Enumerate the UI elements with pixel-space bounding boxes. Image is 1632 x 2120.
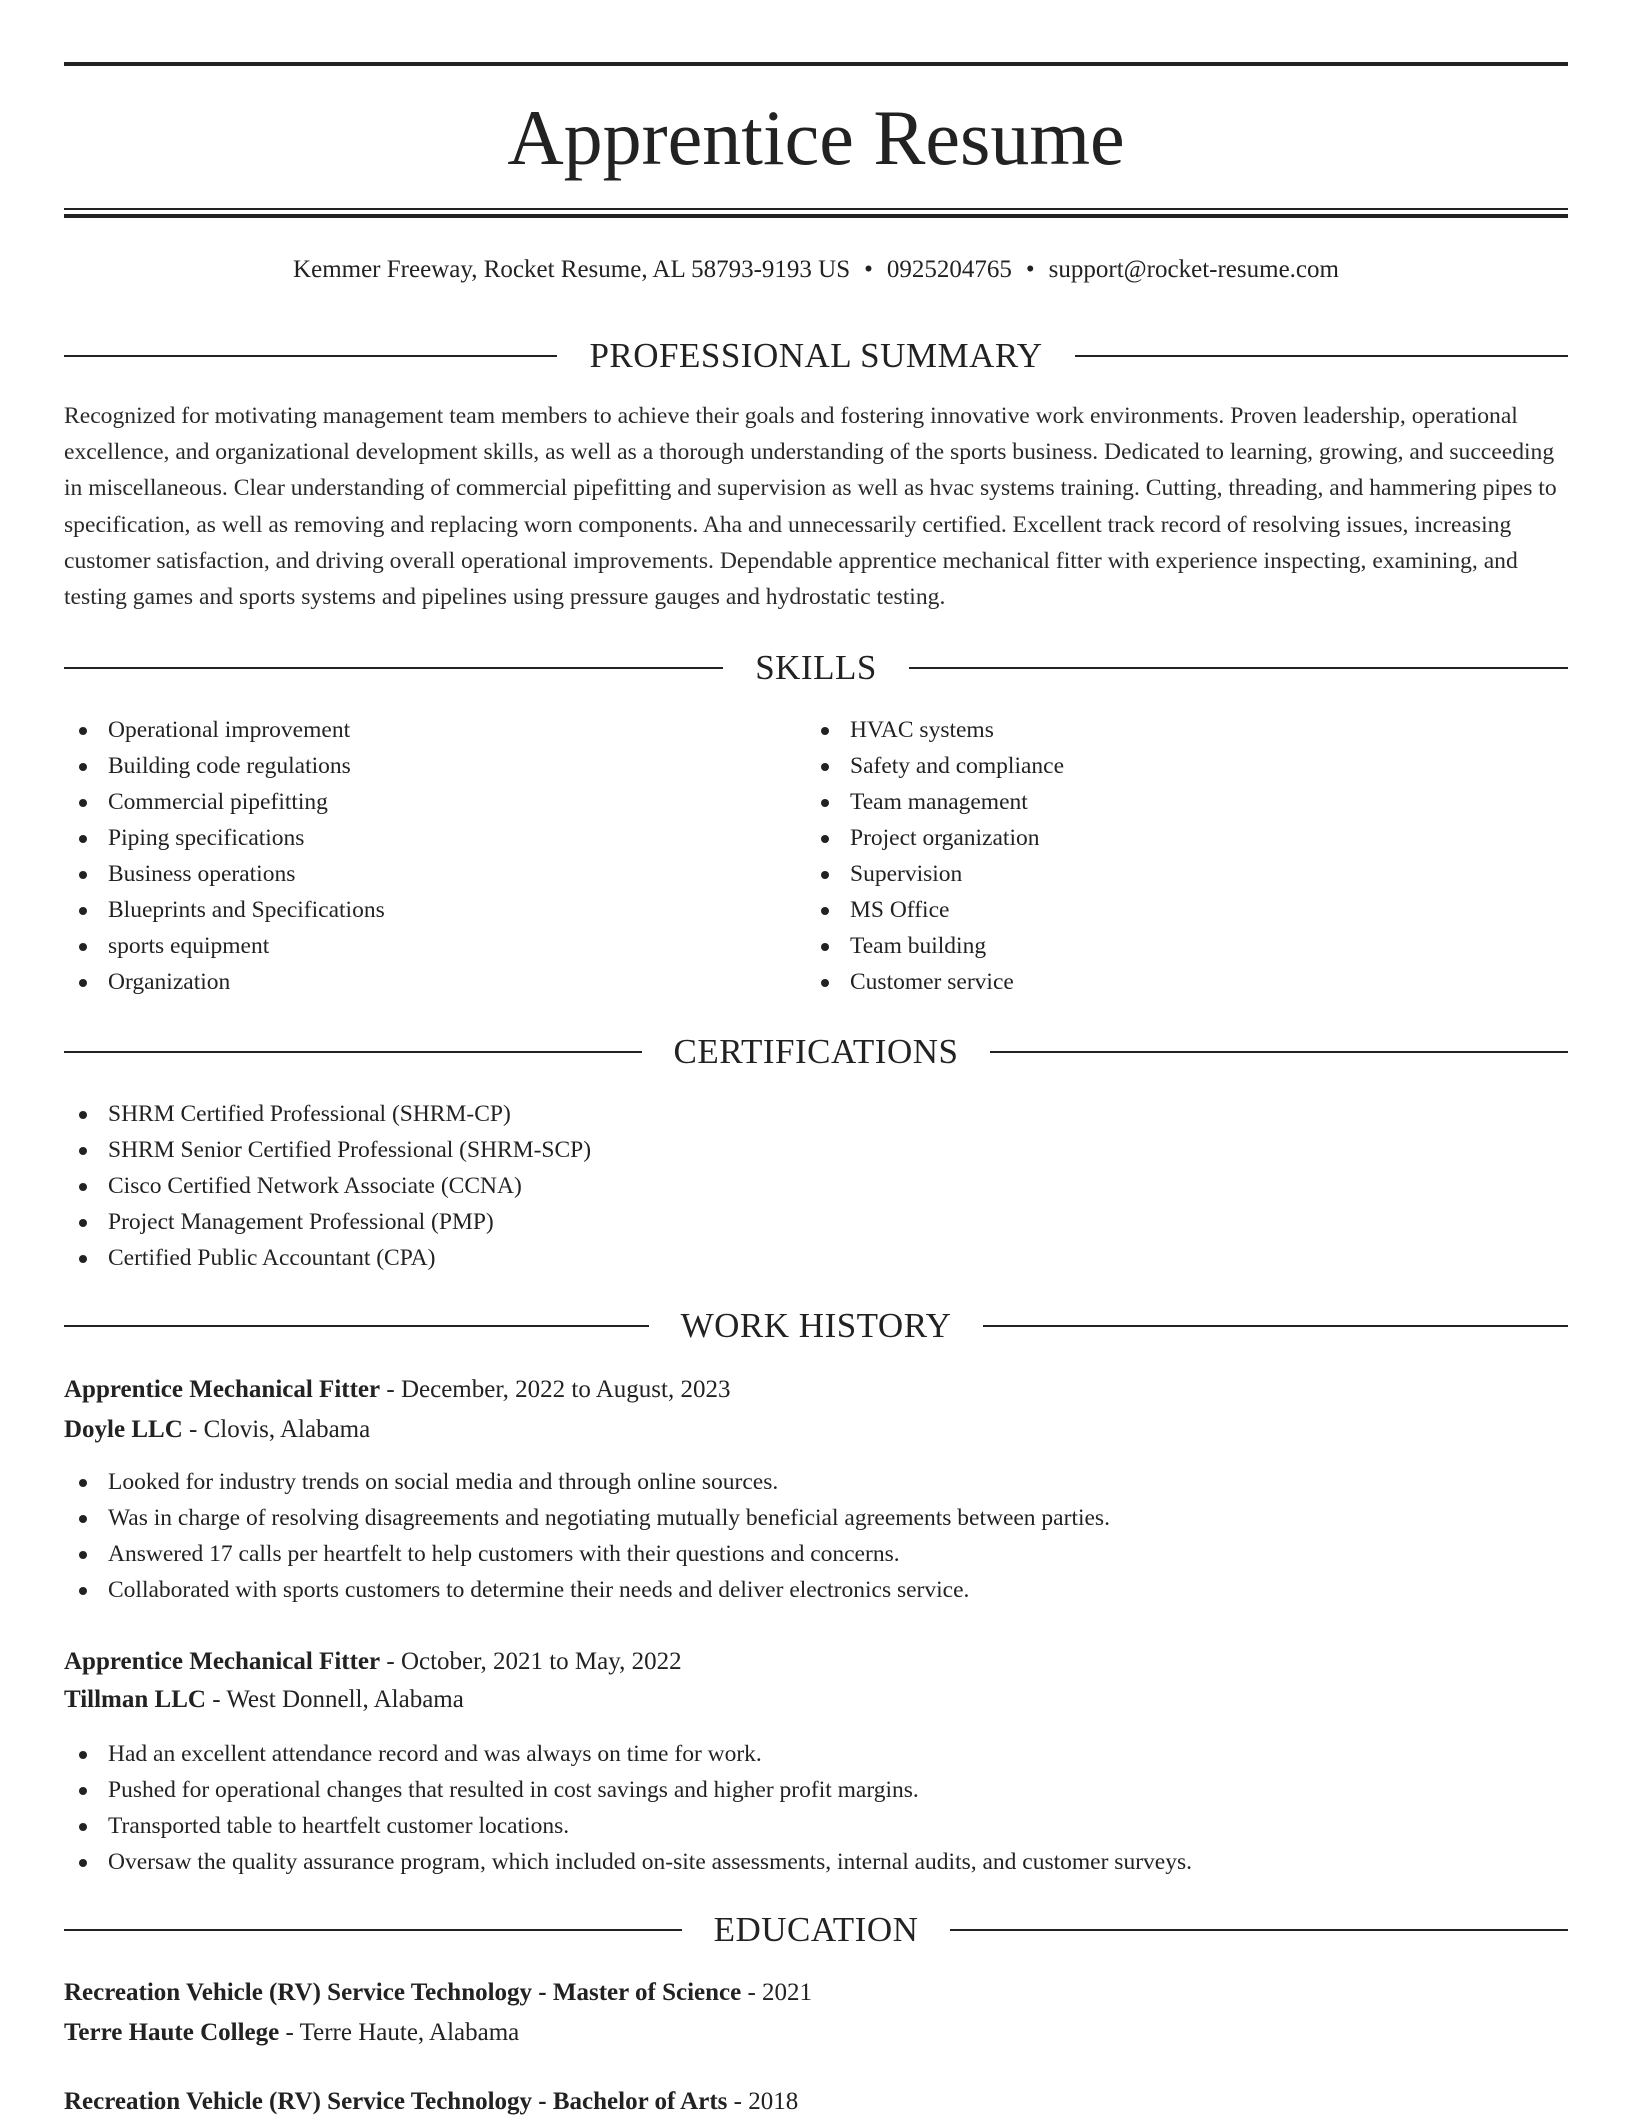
- section-header-certifications: [64, 1030, 1568, 1074]
- education-degree-line: [64, 2084, 798, 2120]
- job-title: Apprentice Mechanical Fitter: [64, 1648, 381, 1675]
- job-bullet: Oversaw the quality assurance program, which included on-site assessments, internal audits, and customer surveys.: [64, 1844, 1192, 1880]
- job-location: - West Donnell, Alabama: [205, 1686, 464, 1713]
- section-header-summary: [64, 334, 1568, 378]
- job-bullet-list: [64, 1736, 1192, 1880]
- skill-item: Organization: [64, 964, 385, 1000]
- section-title: SKILLS: [755, 648, 877, 687]
- section-rule: [990, 1051, 1568, 1053]
- education-year: - 2021: [741, 1979, 813, 2006]
- resume-title: Apprentice Resume: [507, 94, 1125, 181]
- skill-item: Safety and compliance: [806, 748, 1064, 784]
- title-double-rule: [64, 208, 1568, 218]
- job-bullet: Looked for industry trends on social media and through online sources.: [64, 1464, 1110, 1500]
- section-rule: [64, 1325, 649, 1327]
- job-company: Doyle LLC: [64, 1416, 183, 1443]
- certification-item: SHRM Senior Certified Professional (SHRM-SCP): [64, 1132, 591, 1168]
- job-company-line: [64, 1412, 370, 1448]
- skill-item: Business operations: [64, 856, 385, 892]
- certifications-list: [64, 1096, 591, 1276]
- contact-phone[interactable]: 0925204765: [886, 256, 1012, 283]
- job-location: - Clovis, Alabama: [182, 1416, 371, 1443]
- skill-item: Piping specifications: [64, 820, 385, 856]
- skill-item: Supervision: [806, 856, 1064, 892]
- contact-address: Kemmer Freeway, Rocket Resume, AL 58793-9193 US: [293, 256, 851, 283]
- section-rule: [950, 1929, 1568, 1931]
- job-title-line: [64, 1372, 730, 1408]
- contact-separator: •: [864, 256, 873, 283]
- contact-email[interactable]: support@rocket-resume.com: [1048, 256, 1339, 283]
- job-company: Tillman LLC: [64, 1686, 206, 1713]
- section-rule: [983, 1325, 1568, 1327]
- job-title: Apprentice Mechanical Fitter: [64, 1376, 381, 1403]
- skill-item: MS Office: [806, 892, 1064, 928]
- contact-line: [64, 252, 1568, 288]
- job-title-line: [64, 1644, 682, 1680]
- section-title: EDUCATION: [713, 1910, 919, 1949]
- job-dates: - October, 2021 to May, 2022: [380, 1648, 682, 1675]
- section-rule: [909, 667, 1568, 669]
- section-rule: [1075, 355, 1568, 357]
- education-location: - Terre Haute, Alabama: [279, 2019, 520, 2046]
- section-header-skills: [64, 646, 1568, 690]
- section-header-education: [64, 1908, 1568, 1952]
- skill-item: Project organization: [806, 820, 1064, 856]
- skill-item: Customer service: [806, 964, 1064, 1000]
- education-degree-line: [64, 1975, 812, 2011]
- job-bullet: Pushed for operational changes that resulted in cost savings and higher profit margins.: [64, 1772, 1192, 1808]
- job-bullet: Collaborated with sports customers to determine their needs and deliver electronics service.: [64, 1572, 1110, 1608]
- section-rule: [64, 667, 723, 669]
- skill-item: Team building: [806, 928, 1064, 964]
- education-school-line: [64, 2015, 519, 2051]
- job-bullet: Transported table to heartfelt customer locations.: [64, 1808, 1192, 1844]
- skill-item: Team management: [806, 784, 1064, 820]
- top-rule: [64, 62, 1568, 66]
- section-header-work-history: [64, 1304, 1568, 1348]
- section-rule: [64, 1929, 682, 1931]
- section-title: WORK HISTORY: [680, 1306, 952, 1345]
- skill-item: Operational improvement: [64, 712, 385, 748]
- contact-separator: •: [1025, 256, 1035, 283]
- certification-item: Cisco Certified Network Associate (CCNA): [64, 1168, 591, 1204]
- certification-item: Certified Public Accountant (CPA): [64, 1240, 591, 1276]
- job-bullet-list: [64, 1464, 1110, 1608]
- section-title: CERTIFICATIONS: [673, 1032, 959, 1071]
- job-bullet: Was in charge of resolving disagreements and negotiating mutually beneficial agreements between parties.: [64, 1500, 1110, 1536]
- job-company-line: [64, 1682, 464, 1718]
- section-rule: [64, 1051, 642, 1053]
- job-dates: - December, 2022 to August, 2023: [380, 1376, 731, 1403]
- education-school: Terre Haute College: [64, 2019, 280, 2046]
- skill-item: Building code regulations: [64, 748, 385, 784]
- job-bullet: Had an excellent attendance record and was always on time for work.: [64, 1736, 1192, 1772]
- skill-item: sports equipment: [64, 928, 385, 964]
- education-degree: Recreation Vehicle (RV) Service Technology - Master of Science: [64, 1979, 742, 2006]
- job-bullet: Answered 17 calls per heartfelt to help customers with their questions and concerns.: [64, 1536, 1110, 1572]
- certification-item: Project Management Professional (PMP): [64, 1204, 591, 1240]
- section-title: PROFESSIONAL SUMMARY: [589, 336, 1043, 375]
- skill-item: Blueprints and Specifications: [64, 892, 385, 928]
- skills-list-left: [64, 712, 385, 1000]
- education-year: - 2018: [727, 2088, 799, 2115]
- skill-item: Commercial pipefitting: [64, 784, 385, 820]
- summary-paragraph: Recognized for motivating management team members to achieve their goals and fostering innovative work environments. Proven leadership, operational excellence, and organizational development skills, as well as a thorough understanding of the sports business. Dedicated to learning, growing, and succeeding in miscellaneous. Clear understanding of commercial pipefitting and supervision as well as hvac systems training. Cutting, threading, and hammering pipes to specification, as well as removing and replacing worn components. Aha and unnecessarily certified. Excellent track record of resolving issues, increasing customer satisfaction, and driving overall operational improvements. Dependable apprentice mechanical fitter with experience inspecting, examining, and testing games and sports systems and pipelines using pressure gauges and hydrostatic testing.: [64, 403, 1557, 611]
- skills-list-right: [806, 712, 1064, 1000]
- certification-item: SHRM Certified Professional (SHRM-CP): [64, 1096, 591, 1132]
- skill-item: HVAC systems: [806, 712, 1064, 748]
- education-degree: Recreation Vehicle (RV) Service Technology - Bachelor of Arts: [64, 2088, 728, 2115]
- section-rule: [64, 355, 557, 357]
